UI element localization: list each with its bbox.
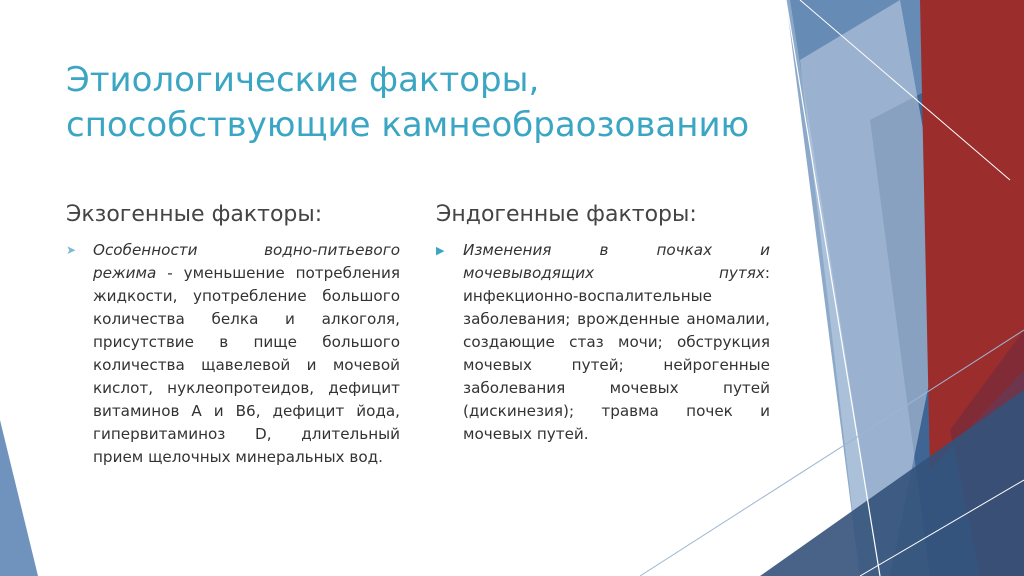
triangle-bullet-icon: ▶ <box>436 244 445 257</box>
list-item <box>436 239 770 446</box>
list-item-lead: Особенности водно-питьевого режима <box>93 241 400 282</box>
list-item-lead: Изменения в почках и мочевыводящих путях <box>463 241 770 282</box>
slide-title-line-2: способствующие камнеобраозованию <box>66 105 750 145</box>
slide-title-line-1: Этиологические факторы, <box>66 60 540 100</box>
slide-title <box>66 58 766 148</box>
endogenous-column <box>436 200 770 446</box>
list-item-text <box>463 239 770 446</box>
left-edge-shape <box>0 420 38 576</box>
list-item-body: - уменьшение потребления жидкости, употребление большого количества белка и алкоголя, присутствие в пище большого количества щавелевой и мочевой кислот, нуклеопротеидов, дефицит витаминов А и В6, дефицит йода, гипервитаминоз D, длительный прием щелочных минеральных вод. <box>93 264 400 466</box>
list-item <box>66 239 400 469</box>
list-item-text <box>93 239 400 469</box>
arrow-bullet-icon: ➤ <box>66 243 77 257</box>
exogenous-column <box>66 200 400 469</box>
exogenous-heading: Экзогенные факторы: <box>66 202 323 227</box>
list-item-body: : инфекционно-воспалительные заболевания; врожденные аномалии, создающие стаз мочи; обструкция мочевых путей; нейрогенные заболевания мочевых путей (дискинезия); травма почек и мочевых путей. <box>463 264 770 443</box>
endogenous-heading: Эндогенные факторы: <box>436 202 697 227</box>
